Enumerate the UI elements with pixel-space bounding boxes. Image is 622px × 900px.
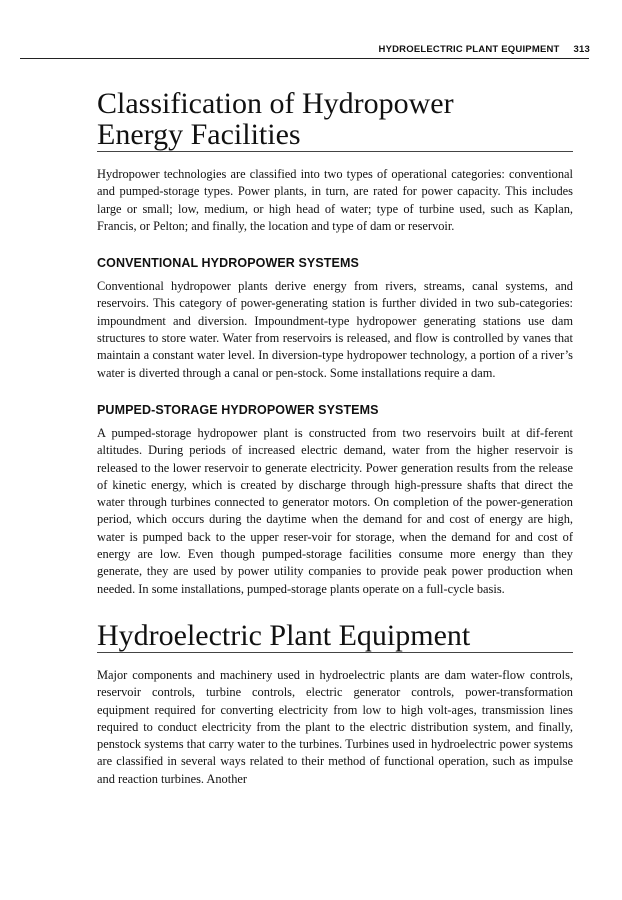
subheading-pumped-storage: PUMPED-STORAGE HYDROPOWER SYSTEMS bbox=[97, 402, 379, 417]
section-title-line-1: Classification of Hydropower bbox=[97, 87, 454, 120]
conventional-paragraph: Conventional hydropower plants derive energy from rivers, streams, canal systems, and reservoirs. This category of power-generating station is further divided in two sub-categories: impoundment and diversion. Impoundment-type hydropower generating stations use dam structures to store water. Water from reservoirs is released, and flow is controlled by vanes that maintain a constant water level. In diversion-type hydropower technology, a portion of a river’s water is diverted through a canal or pen-stock. Some installations require a dam. bbox=[97, 279, 573, 380]
running-header-title: HYDROELECTRIC PLANT EQUIPMENT bbox=[378, 44, 560, 55]
running-header bbox=[0, 44, 590, 55]
pumped-storage-paragraph: A pumped-storage hydropower plant is constructed from two reservoirs built at dif-ferent altitudes. During periods of increased electric demand, water from the higher reservoir is released to the lower reservoir to generate electricity. Power generation results from the release of kinetic energy, which is created by discharge through high-pressure shafts that direct the water through turbines connected to generator motors. On completion of the power-generation period, which occurs during the daytime when the demand for and cost of energy are high, water is pumped back to the upper reser-voir for storage, when the demand for and cost of energy are low. Even though pumped-storage facilities consume more energy than they generate, they are used by power utility companies to provide peak power production when needed. In some installations, pumped-storage plants operate on a full-cycle basis. bbox=[97, 425, 573, 596]
equipment-paragraph: Major components and machinery used in hydroelectric plants are dam water-flow controls, reservoir controls, turbine controls, electric generator controls, power-transformation equipment required for converting electricity from low to high volt-ages, transmission lines required to conduct electricity from the plant to the electric distribution system, and finally, penstock systems that carry water to the turbines. Turbines used in hydroelectric power systems are classified in several ways related to their method of functional operation, such as impulse and reaction turbines. Another bbox=[97, 667, 573, 786]
header-rule bbox=[20, 58, 589, 59]
page-number: 313 bbox=[573, 44, 590, 55]
section-title-classification bbox=[97, 88, 573, 152]
intro-paragraph: Hydropower technologies are classified into two types of operational categories: conventional and pumped-storage types. Power plants, in turn, are rated for power capacity. This includes large or small; low, medium, or high head of water; type of turbine used, such as Kaplan, Francis, or Pelton; and finally, the location and type of dam or reservoir. bbox=[97, 167, 573, 233]
section-title-line-2: Energy Facilities bbox=[97, 118, 301, 151]
subheading-conventional: CONVENTIONAL HYDROPOWER SYSTEMS bbox=[97, 256, 359, 271]
page-content bbox=[97, 88, 573, 788]
section-title-equipment: Hydroelectric Plant Equipment bbox=[97, 620, 573, 653]
